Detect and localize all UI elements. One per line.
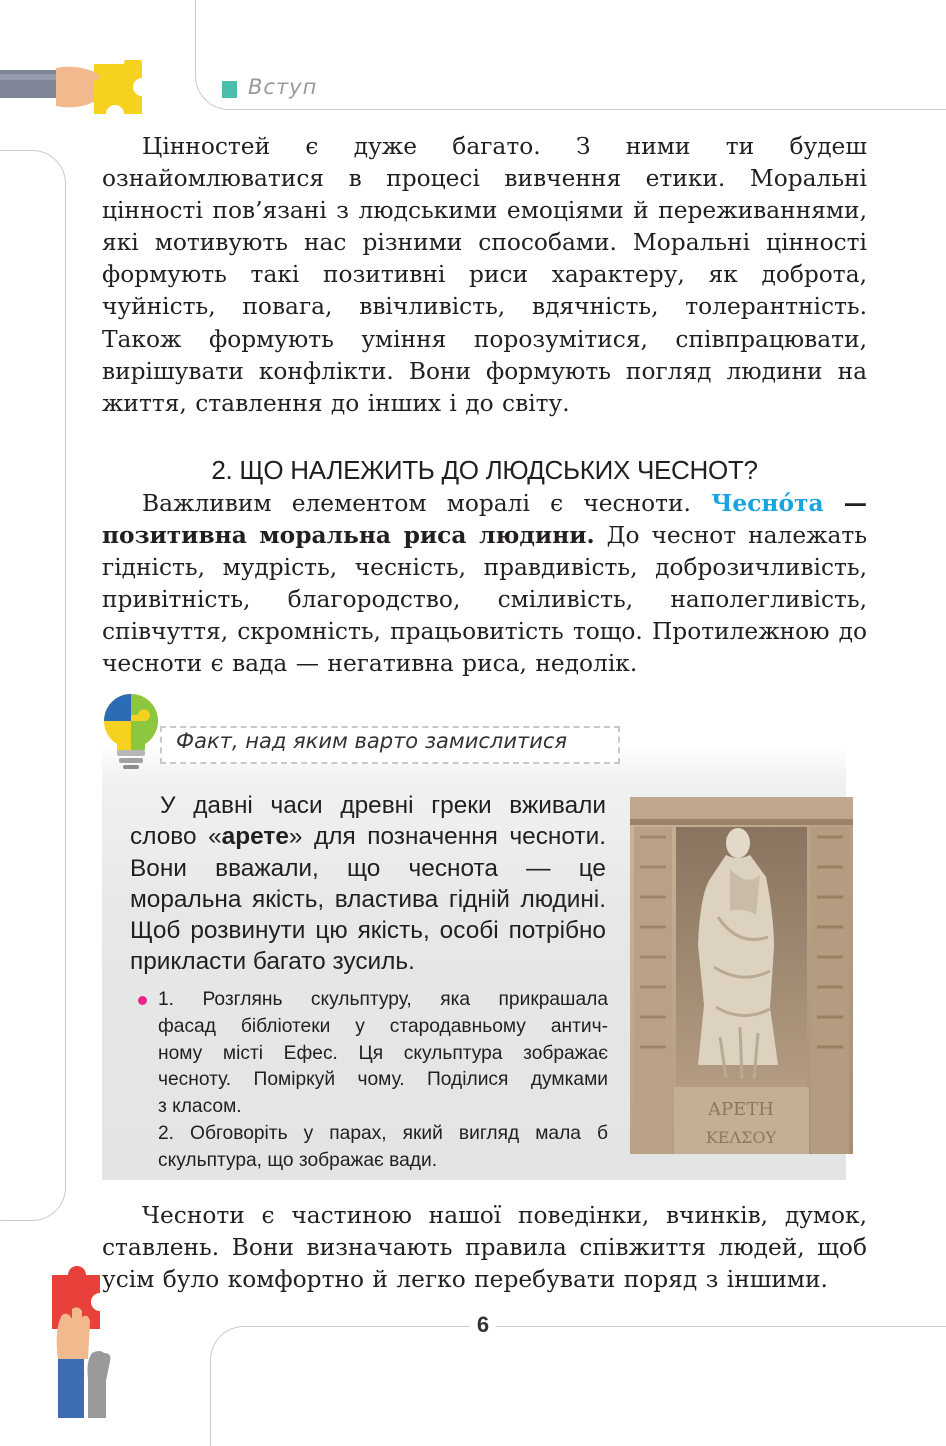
section-heading: 2. ЩО НАЛЕЖИТЬ ДО ЛЮДСЬКИХ ЧЕСНОТ? [211,455,758,485]
page-number: 6 [470,1312,496,1338]
term-virtue: Чесно́та [711,490,824,517]
section-label: Вступ [248,75,318,99]
hands-puzzle-icon [50,1265,120,1418]
lightbulb-puzzle-icon [100,690,162,774]
page-frame-left [0,150,66,1221]
statue-inscription-1: ΑΡΕΤΗ [708,1099,774,1120]
paragraph-virtues: Важливим елементом моралі є чесноти. Чесно́та — позитивна моральна риса людини. До чеснот належать гідність, мудрість, чесність, правдивість, доброзичливість, привітність, благородство, сміливість, наполегливість, співчуття, скромність, працьовитість тощо. Протилежною до чесноти є вада — негативна риса, недолік. [102,490,868,678]
hand-puzzle-icon [0,60,160,120]
task-text: 1. Розглянь скульптуру, яка прикрашала фасад бібліотеки у стародавньому антич- ному місті Ефес. Ця скульптура зображає чесноту. Поміркуй чому. Поділися думками з класом. 2. Обговоріть у парах, який вигляд мала б скульптура, що зображає вади. [158,989,608,1171]
fact-text: У давні часи древні греки вживали слово «арете» для позначення чесноти. Вони вважали, що чеснота — це моральна якість, властива гідній людині. Щоб розвинути цю якість, особі потрібно прикласти багато зусиль. [130,792,607,976]
statue-image [630,797,853,1154]
page-frame-bottom [210,1326,946,1446]
keyword-arete: арете [221,823,289,851]
paragraph-virtues-role: Чесноти є частиною нашої поведінки, вчинків, думок, ставлень. Вони визначають правила співжиття людей, щоб усім було комфортно й легко перебувати поряд з іншими. [102,1202,867,1294]
term-definition: — позитивна моральна риса людини. [102,490,868,550]
paragraph-values: Цінностей є дуже багато. З ними ти будеш ознайомлюватися в процесі вивчення етики. Моральні цінності пов’язані з людськими емоціями й переживаннями, які мотивують нас різними способами. Моральні цінності формують такі позитивні риси характеру, як доброта, чуйність, повага, ввічливість, вдячність, толерантність. Також формують уміння порозумітися, співпрацювати, вирішувати конфлікти. Вони формують погляд людини на життя, ставлення до інших і до світу. [102,133,867,417]
statue-inscription-2: ΚΕΛΣΟΥ [705,1128,777,1147]
task-bullet [138,996,147,1005]
fact-title: Факт, над яким варто замислитися [176,729,568,753]
section-marker [222,81,237,98]
